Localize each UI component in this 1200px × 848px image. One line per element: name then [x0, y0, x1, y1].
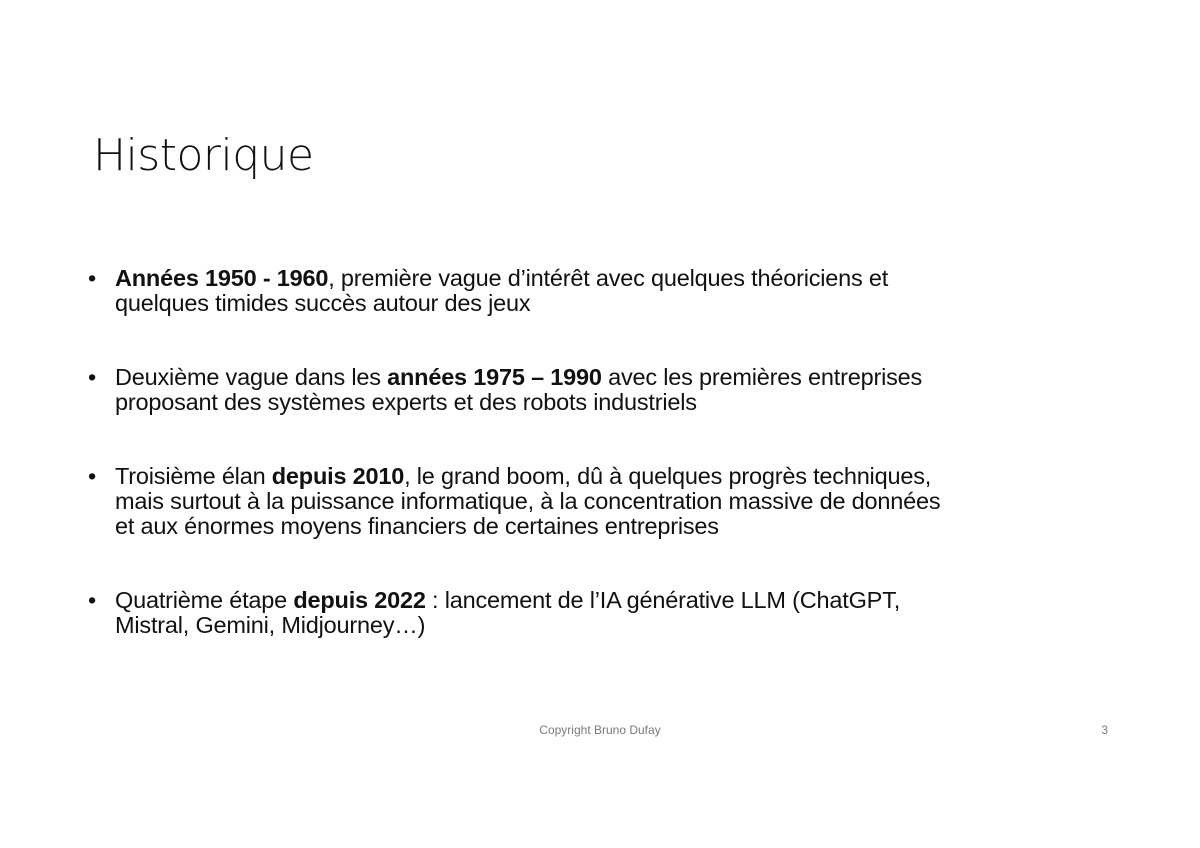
bullet-emphasis: depuis 2010	[271, 463, 405, 489]
bullet-item	[88, 365, 1128, 415]
bullet-emphasis: depuis 2022	[293, 587, 426, 613]
bullet-text: Troisième élan	[115, 463, 272, 489]
bullet-line	[115, 613, 1128, 638]
bullet-line	[115, 464, 1128, 489]
bullet-line	[115, 514, 1128, 539]
bullet-line	[115, 489, 1128, 514]
bullet-text: et aux énormes moyens financiers de certaines entreprises	[115, 513, 719, 539]
bullet-line	[115, 266, 1128, 291]
bullet-line	[115, 588, 1128, 613]
bullet-item	[88, 588, 1128, 638]
bullet-dot-icon: •	[88, 463, 97, 489]
bullet-emphasis: années 1975 – 1990	[387, 364, 602, 390]
bullet-dot-icon: •	[88, 587, 97, 613]
bullet-line	[115, 291, 1128, 316]
slide-title: Historique	[93, 130, 314, 181]
bullet-dot-icon: •	[88, 265, 97, 291]
bullet-text: , première vague d’intérêt avec quelques théoriciens et	[328, 265, 889, 291]
bullet-line	[115, 365, 1128, 390]
bullet-text: mais surtout à la puissance informatique, à la concentration massive de données	[115, 488, 941, 514]
footer-copyright: Copyright Bruno Dufay	[539, 723, 661, 737]
page-number: 3	[1101, 723, 1108, 737]
bullet-text: Deuxième vague dans les	[115, 364, 388, 390]
bullet-list	[88, 266, 1128, 687]
bullet-text: proposant des systèmes experts et des robots industriels	[115, 389, 697, 415]
bullet-item	[88, 464, 1128, 539]
bullet-text: avec les premières entreprises	[601, 364, 923, 390]
bullet-dot-icon: •	[88, 364, 97, 390]
bullet-text: : lancement de l’IA générative LLM (ChatGPT,	[425, 587, 901, 613]
bullet-text: Mistral, Gemini, Midjourney…)	[115, 612, 426, 638]
bullet-line	[115, 390, 1128, 415]
bullet-text: quelques timides succès autour des jeux	[115, 290, 531, 316]
bullet-emphasis: Années 1950 - 1960	[115, 265, 329, 291]
bullet-text: , le grand boom, dû à quelques progrès techniques,	[404, 463, 932, 489]
bullet-item	[88, 266, 1128, 316]
bullet-text: Quatrième étape	[115, 587, 294, 613]
